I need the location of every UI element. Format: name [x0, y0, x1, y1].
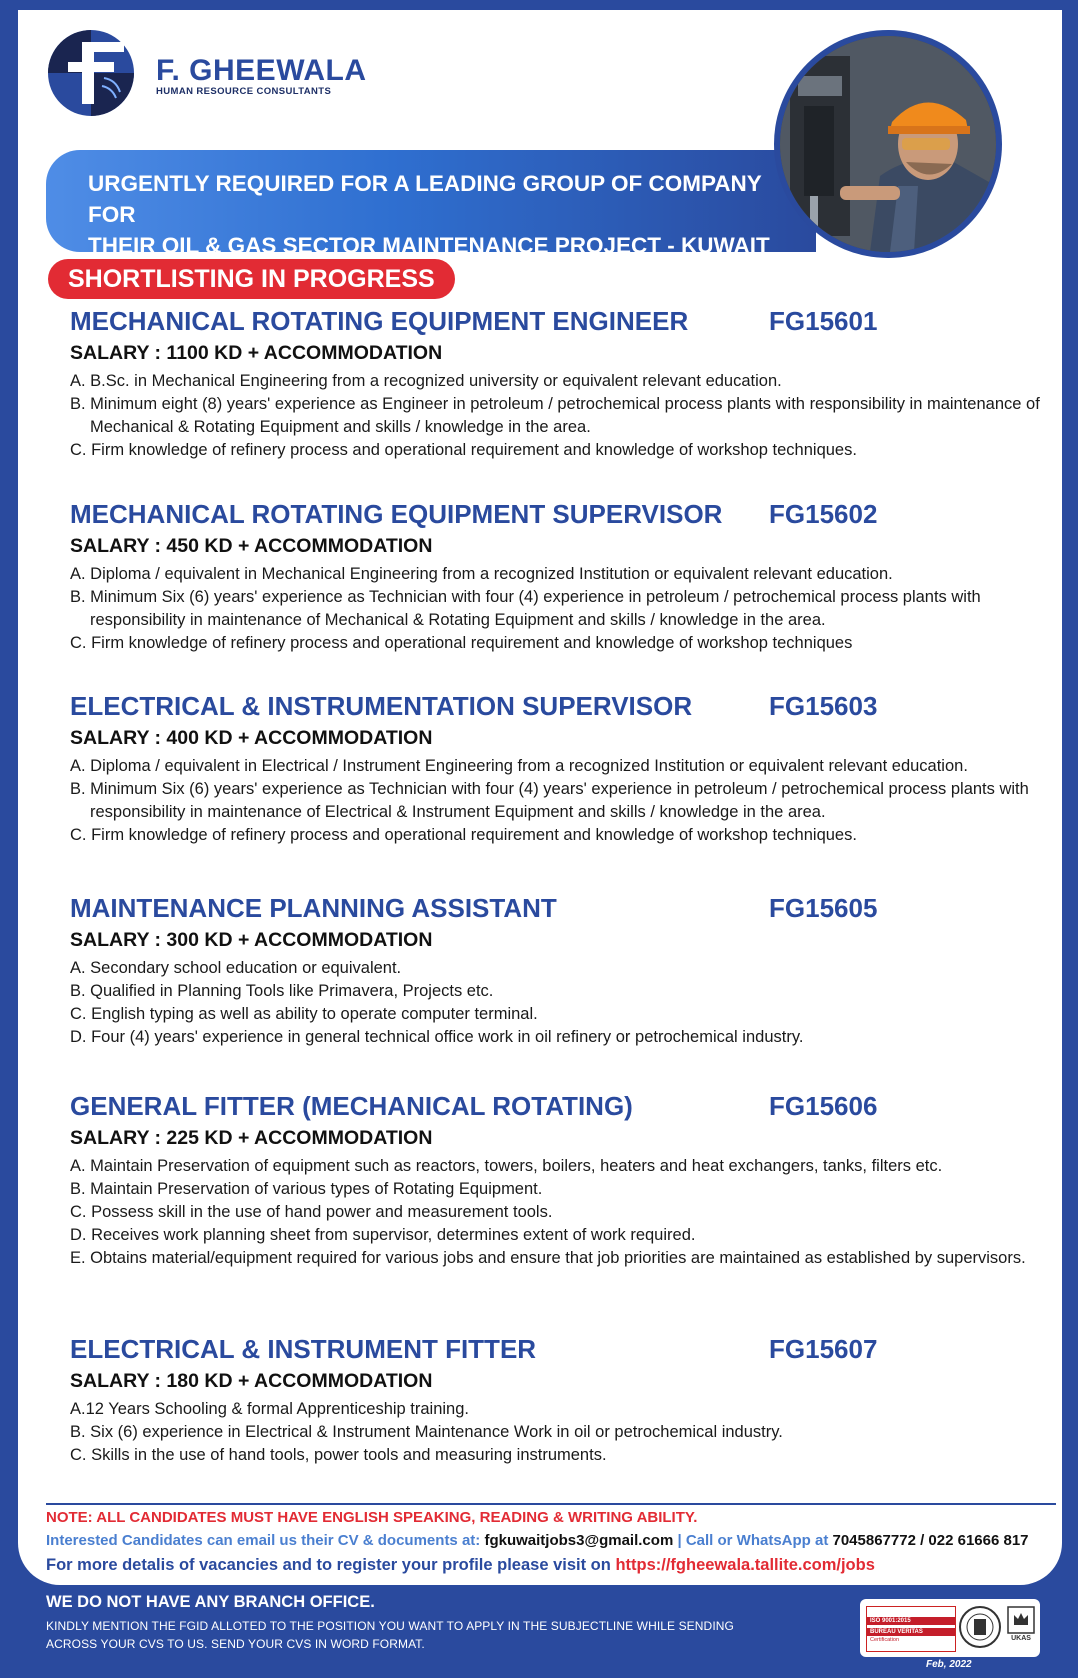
job-listing: [70, 892, 1050, 1049]
job-salary: SALARY : 300 KD + ACCOMMODATION: [70, 929, 433, 951]
job-title-text: MECHANICAL ROTATING EQUIPMENT SUPERVISOR: [70, 499, 723, 529]
job-requirements: [70, 1398, 1050, 1467]
requirement-item: A. Diploma / equivalent in Electrical / Instrument Engineering from a recognized Institution or equivalent relevant education.: [70, 757, 968, 775]
job-title: [70, 892, 1050, 924]
requirement-item: A. Secondary school education or equivalent.: [70, 959, 402, 977]
job-requirements: [70, 957, 1050, 1049]
headline-text: [88, 168, 808, 261]
headline-line-1: URGENTLY REQUIRED FOR A LEADING GROUP OF COMPANY FOR: [88, 171, 762, 227]
ukas-badge: [1006, 1605, 1036, 1649]
job-listing: [70, 690, 1050, 847]
phone-numbers[interactable]: 7045867772 / 022 61666 817: [832, 1532, 1029, 1549]
footer: [0, 1585, 1078, 1678]
requirement-item: B. Qualified in Planning Tools like Primavera, Projects etc.: [70, 982, 494, 1000]
ukas-crown-icon: [1006, 1605, 1036, 1649]
divider: [46, 1503, 1056, 1505]
job-title-text: MECHANICAL ROTATING EQUIPMENT ENGINEER: [70, 306, 689, 336]
job-title-text: ELECTRICAL & INSTRUMENTATION SUPERVISOR: [70, 691, 693, 721]
flyer-sheet: [18, 10, 1062, 1585]
flyer-date: Feb, 2022: [926, 1659, 972, 1670]
requirement-item: B. Minimum eight (8) years' experience as Engineer in petroleum / petrochemical process plants with responsibility in maintenance of Mechanical & Rotating Equipment and skills / knowledge in the area.: [70, 395, 1040, 436]
requirement-item: A. Diploma / equivalent in Mechanical Engineering from a recognized Institution or equivalent relevant education.: [70, 565, 893, 583]
language-note: NOTE: ALL CANDIDATES MUST HAVE ENGLISH SPEAKING, READING & WRITING ABILITY.: [46, 1509, 698, 1526]
phone-prefix: | Call or WhatsApp at: [677, 1532, 829, 1549]
job-code: FG15602: [769, 499, 878, 529]
job-listing: [70, 305, 1050, 462]
iso-certificate-badge: [866, 1606, 956, 1652]
footer-heading: WE DO NOT HAVE ANY BRANCH OFFICE.: [46, 1593, 375, 1611]
job-requirements: [70, 755, 1050, 847]
job-code: FG15603: [769, 691, 878, 721]
visit-line: [46, 1556, 875, 1575]
job-salary: SALARY : 1100 KD + ACCOMMODATION: [70, 342, 443, 364]
job-title: [70, 1333, 1050, 1365]
job-title-text: GENERAL FITTER (MECHANICAL ROTATING): [70, 1091, 633, 1121]
email-link[interactable]: fgkuwaitjobs3@gmail.com: [484, 1532, 674, 1549]
iso-label: ISO 9001:2015: [867, 1617, 955, 1625]
job-requirements: [70, 370, 1050, 462]
job-code: FG15601: [769, 306, 878, 336]
visit-prefix: For more detalis of vacancies and to register your profile please visit on: [46, 1556, 611, 1574]
requirement-item: B. Minimum Six (6) years' experience as Technician with four (4) experience in petroleum / petrochemical process plants with responsibility in maintenance of Mechanical & Rotating Equipment and skills / knowledge in the area.: [70, 588, 981, 629]
brand-tagline: HUMAN RESOURCE CONSULTANTS: [156, 86, 332, 97]
requirement-item: C. English typing as well as ability to operate computer terminal.: [70, 1005, 538, 1023]
job-code: FG15607: [769, 1334, 878, 1364]
job-code: FG15606: [769, 1091, 878, 1121]
requirement-item: B. Minimum Six (6) years' experience as Technician with four (4) years' experience in petroleum / petrochemical process plants with responsibility in maintenance of Electrical & Instrument Equipment and skills / knowledge in the area.: [70, 780, 1029, 821]
job-listing: [70, 498, 1050, 655]
requirement-item: D. Four (4) years' experience in general technical office work in oil refinery or petrochemical industry.: [70, 1028, 804, 1046]
requirement-item: D. Receives work planning sheet from supervisor, determines extent of work required.: [70, 1226, 696, 1244]
job-code: FG15605: [769, 893, 878, 923]
job-requirements: [70, 1155, 1050, 1270]
job-requirements: [70, 563, 1050, 655]
job-title: [70, 690, 1050, 722]
email-prefix: Interested Candidates can email us their CV & documents at:: [46, 1532, 481, 1549]
requirement-item: C. Skills in the use of hand tools, power tools and measuring instruments.: [70, 1446, 607, 1464]
job-title-text: MAINTENANCE PLANNING ASSISTANT: [70, 893, 557, 923]
requirement-item: A. B.Sc. in Mechanical Engineering from a recognized university or equivalent relevant education.: [70, 372, 782, 390]
bv-label: BUREAU VERITAS: [867, 1628, 955, 1636]
job-salary: SALARY : 180 KD + ACCOMMODATION: [70, 1370, 433, 1392]
brand-name: F. GHEEWALA: [156, 54, 367, 87]
job-listing: [70, 1090, 1050, 1270]
jobs-url-link[interactable]: https://fgheewala.tallite.com/jobs: [615, 1556, 875, 1574]
footer-paragraph: KINDLY MENTION THE FGID ALLOTED TO THE POSITION YOU WANT TO APPLY IN THE SUBJECTLINE WHILE SENDING ACROSS YOUR CVS TO US. SEND YOUR CVS IN WORD FORMAT.: [46, 1619, 734, 1651]
requirement-item: B. Maintain Preservation of various types of Rotating Equipment.: [70, 1180, 543, 1198]
shortlisting-badge: SHORTLISTING IN PROGRESS: [48, 259, 455, 299]
contact-line: [46, 1532, 1029, 1549]
headline-banner: [46, 150, 816, 258]
job-listing: [70, 1333, 1050, 1467]
headline-line-2: THEIR OIL & GAS SECTOR MAINTENANCE PROJECT - KUWAIT: [88, 233, 770, 258]
job-title: [70, 498, 1050, 530]
requirement-item: C. Firm knowledge of refinery process and operational requirement and knowledge of workshop techniques.: [70, 441, 857, 459]
requirement-item: C. Firm knowledge of refinery process and operational requirement and knowledge of workshop techniques: [70, 634, 853, 652]
requirement-item: C. Possess skill in the use of hand power and measurement tools.: [70, 1203, 553, 1221]
worker-photo: [774, 30, 1002, 258]
bv-sub-label: Certification: [870, 1637, 900, 1643]
job-salary: SALARY : 400 KD + ACCOMMODATION: [70, 727, 433, 749]
engineer-photo-icon: [780, 36, 996, 252]
job-title: [70, 305, 1050, 337]
requirement-item: E. Obtains material/equipment required for various jobs and ensure that job priorities are maintained as established by supervisors.: [70, 1249, 1026, 1267]
brand-block: [156, 54, 367, 97]
job-salary: SALARY : 450 KD + ACCOMMODATION: [70, 535, 433, 557]
job-salary: SALARY : 225 KD + ACCOMMODATION: [70, 1127, 433, 1149]
requirement-item: A. Maintain Preservation of equipment such as reactors, towers, boilers, heaters and heat exchangers, tanks, filters etc.: [70, 1157, 943, 1175]
certification-badges: [860, 1599, 1040, 1657]
job-title-text: ELECTRICAL & INSTRUMENT FITTER: [70, 1334, 537, 1364]
requirement-item: A.12 Years Schooling & formal Apprenticeship training.: [70, 1400, 469, 1418]
requirement-item: B. Six (6) experience in Electrical & Instrument Maintenance Work in oil or petrochemical industry.: [70, 1423, 783, 1441]
bureau-veritas-seal-icon: [958, 1605, 1002, 1649]
ukas-label: UKAS: [1011, 1635, 1031, 1642]
requirement-item: C. Firm knowledge of refinery process and operational requirement and knowledge of workshop techniques.: [70, 826, 857, 844]
job-title: [70, 1090, 1050, 1122]
company-logo-icon: [46, 28, 136, 118]
